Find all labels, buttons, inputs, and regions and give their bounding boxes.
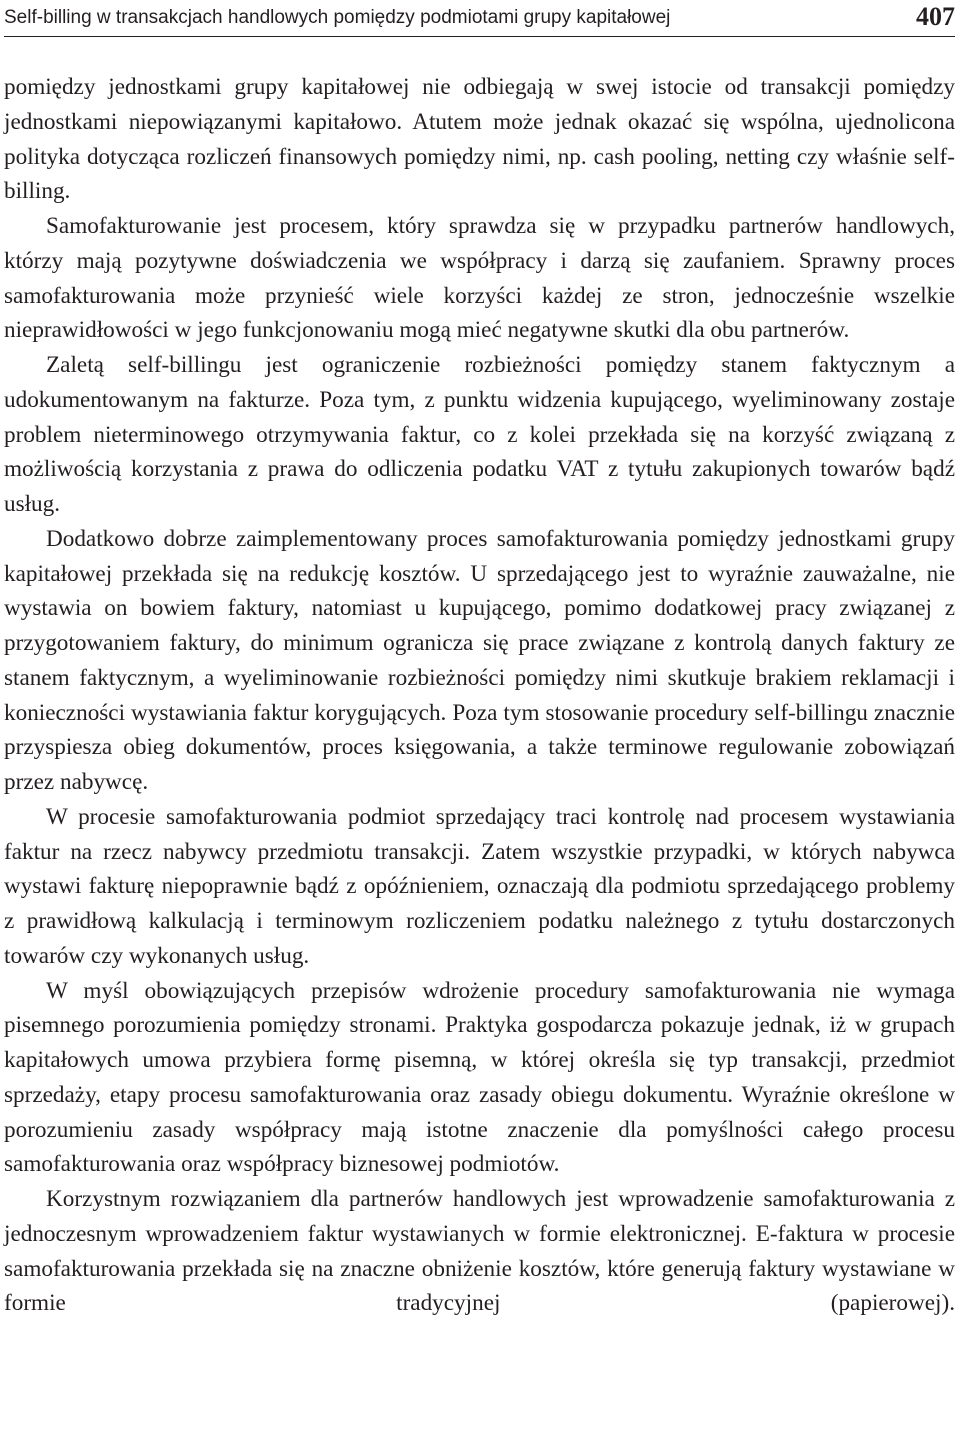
paragraph-continued: pomiędzy jednostkami grupy kapitałowej nie odbiegają w swej istocie od transakcji pomiędzy jednostkami niepowiązanymi kapitałowo. Atutem może jednak okazać się wspólna, ujednolicona polityka dotycząca rozliczeń finansowych pomiędzy nimi, np. cash pooling, netting czy właśnie self-billing. [4, 74, 955, 205]
running-header-title: Self-billing w transakcjach handlowych pomiędzy podmiotami grupy kapitałowej [4, 7, 671, 28]
body-text [4, 70, 955, 1321]
paragraph: Korzystnym rozwiązaniem dla partnerów handlowych jest wprowadzenie samofakturowania z jednoczesnym wprowadzeniem faktur wystawianych w formie elektronicznej. E-faktura w procesie samofakturowania przekłada się na znaczne obniżenie kosztów, które generują faktury wystawiane w formie tradycyjnej (papierowej). [4, 1186, 955, 1317]
paragraph: Samofakturowanie jest procesem, który sprawdza się w przypadku partnerów handlowych, którzy mają pozytywne doświadczenia we współpracy i darzą się zaufaniem. Sprawny proces samofakturowania może przynieść wiele korzyści każdej ze stron, jednocześnie wszelkie nieprawidłowości w jego funkcjonowaniu mogą mieć negatywne skutki dla obu partnerów. [4, 213, 955, 344]
running-header [4, 2, 955, 37]
paragraph: Zaletą self-billingu jest ograniczenie rozbieżności pomiędzy stanem faktycznym a udokumentowanym na fakturze. Poza tym, z punktu widzenia kupującego, wyeliminowany zostaje problem nieterminowego otrzymywania faktur, co z kolei przekłada się na korzyść związaną z możliwością korzystania z prawa do odliczenia podatku VAT z tytułu zakupionych towarów bądź usług. [4, 352, 955, 517]
page-number: 407 [916, 2, 955, 31]
paragraph: W procesie samofakturowania podmiot sprzedający traci kontrolę nad procesem wystawiania faktur na rzecz nabywcy przedmiotu transakcji. Zatem wszystkie przypadki, w których nabywca wystawi fakturę niepoprawnie bądź z opóźnieniem, oznaczają dla podmiotu sprzedającego problemy z prawidłową kalkulacją i terminowym rozliczeniem podatku należnego z tytułu dostarczonych towarów czy wykonanych usług. [4, 803, 955, 969]
paragraph: W myśl obowiązujących przepisów wdrożenie procedury samofakturowania nie wymaga pisemnego porozumienia pomiędzy stronami. Praktyka gospodarcza pokazuje jednak, iż w grupach kapitałowych umowa przybiera formę pisemną, w której określa się typ transakcji, przedmiot sprzedaży, etapy procesu samofakturowania oraz zasady obiegu dokumentu. Wyraźnie określone w porozumieniu zasady współpracy mają istotne znaczenie dla pomyślności całego procesu samofakturowania oraz współpracy biznesowej podmiotów. [4, 977, 955, 1178]
paragraph: Dodatkowo dobrze zaimplementowany proces samofakturowania pomiędzy jednostkami grupy kapitałowej przekłada się na redukcję kosztów. U sprzedającego jest to wyraźnie zauważalne, nie wystawia on bowiem faktury, natomiast u kupującego, pomimo dodatkowej pracy związanej z przygotowaniem faktury, do minimum ogranicza się prace związane z kontrolą danych faktury ze stanem faktycznym, a wyeliminowanie rozbieżności pomiędzy nimi skutkuje brakiem reklamacji i konieczności wystawiania faktur korygujących. Poza tym stosowanie procedury self-billingu znacznie przyspiesza obieg dokumentów, proces księgowania, a także terminowe regulowanie zobowiązań przez nabywcę. [4, 525, 955, 795]
